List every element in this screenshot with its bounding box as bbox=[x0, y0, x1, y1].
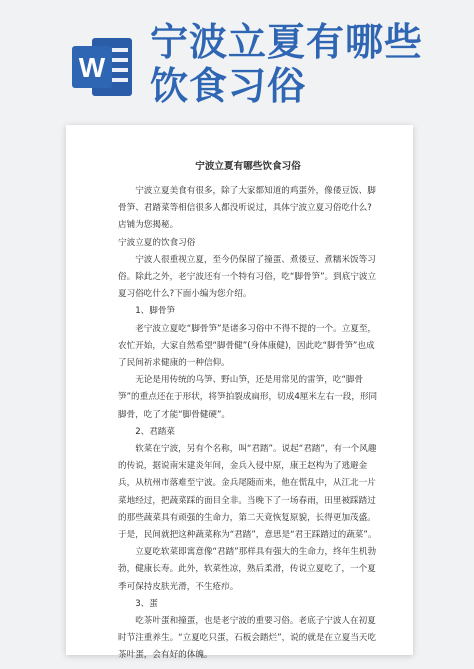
document-paragraphs bbox=[118, 183, 378, 665]
section-heading: 宁波立夏的饮食习俗 bbox=[118, 237, 196, 248]
body-paragraph: 无论是用传统的乌笋、野山笋，还是用常见的雷笋，吃“脚骨笋”的重点还在于形状，将笋拍裂成扁形，切成4厘米左右一段，形同脚骨，吃了才能“脚骨健硬”。 bbox=[118, 375, 378, 420]
body-paragraph: 2、君踏菜 bbox=[135, 426, 176, 437]
body-paragraph: 吃茶叶蛋和撞蛋，也是老宁波的重要习俗。老底子宁波人在初夏时节注重养生。“立夏吃只蛋，石板会踏烂”，说的就是在立夏当天吃茶叶蛋，会有好的体魄。 bbox=[118, 616, 377, 661]
body-paragraph: 立夏吃软菜即寓意像“君踏”那样具有强大的生命力，终年生机勃勃，健康长寿。此外，软菜性凉，熟后柔滑，传说立夏吃了，一个夏季可保持皮肤光滑，不生疮疖。 bbox=[118, 547, 377, 592]
word-document-icon bbox=[72, 36, 134, 98]
banner-title: 宁波立夏有哪些饮食习俗 bbox=[150, 20, 424, 108]
body-paragraph: 宁波立夏美食有很多，除了大家都知道的鸡蛋外，像倭豆饭、脚骨笋、君踏菜等相信很多人都没听说过，具体宁波立夏习俗吃什么?店铺为您揭秘。 bbox=[118, 186, 376, 231]
body-paragraph: 软菜在宁波，另有个名称，叫“君踏”。说起“君踏”，有一个风趣的传说，据说南宋建炎年间，金兵入侵中原，康王赵构为了逃避金兵，从杭州市落难至宁波。金兵尾随而来，他在慌乱中，从江北一片菜地经过，把蔬菜踩的面目全非。当晚下了一场春雨，田里被踩踏过的那些蔬菜具有顽强的生命力，第二天竟恢复原貌，长得更加茂盛。于是，民间就把这种蔬菜称为“君踏”，意思是“君王踩踏过的蔬菜”。 bbox=[118, 444, 377, 541]
header-banner bbox=[0, 0, 474, 118]
document-title: 宁波立夏有哪些饮食习俗 bbox=[195, 161, 301, 172]
body-paragraph: 1、脚骨笋 bbox=[135, 306, 176, 317]
body-paragraph: 3、蛋 bbox=[135, 598, 158, 609]
body-paragraph: 宁波人很重视立夏，至今仍保留了撞蛋、煮倭豆、煮糯米饭等习俗。除此之外，老宁波还有一个特有习俗，吃“脚骨笋”。到底宁波立夏习俗吃什么?下面小编为您介绍。 bbox=[118, 254, 377, 300]
word-icon-letter: W bbox=[78, 52, 106, 83]
body-paragraph: 老宁波立夏吃“脚骨笋”是诸多习俗中不得不提的一个。立夏至，农忙开始，大家自然希望“脚骨健”(身体康健)，因此吃“脚骨笋”也成了民间祈求健康的一种信仰。 bbox=[118, 323, 377, 369]
document-body bbox=[118, 160, 378, 665]
